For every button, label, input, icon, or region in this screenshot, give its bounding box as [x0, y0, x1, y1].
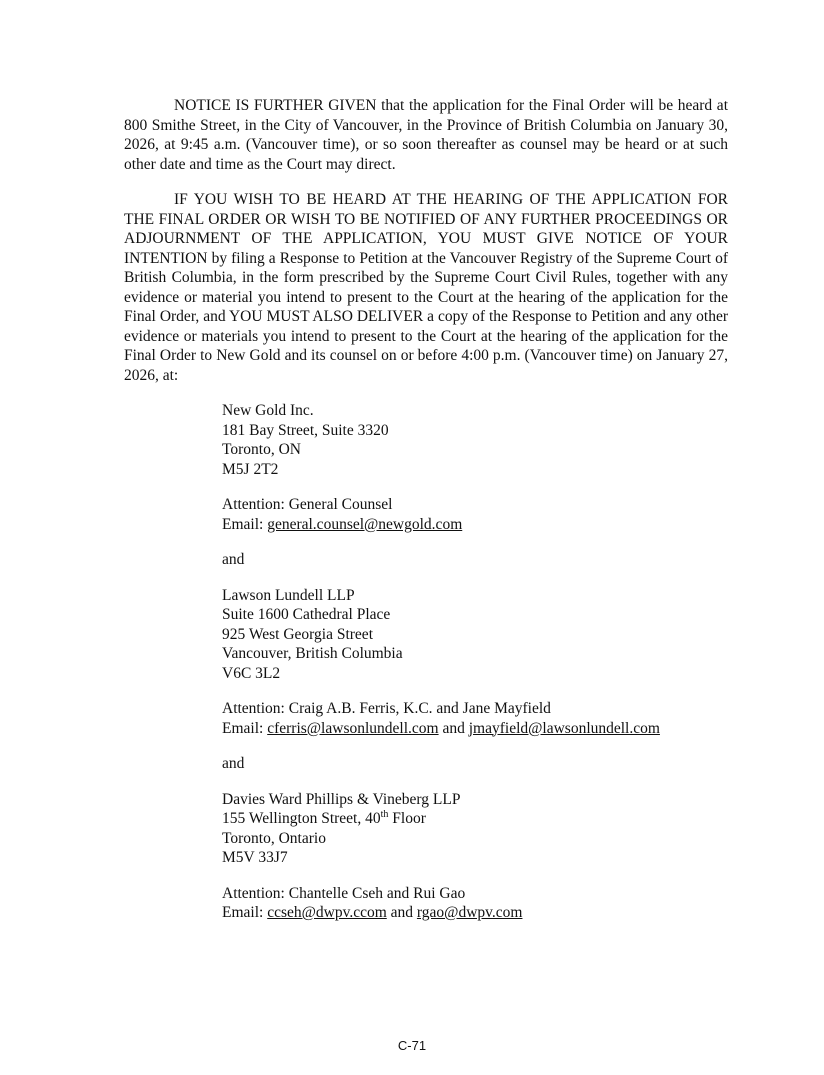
- newgold-address-block: [222, 401, 728, 479]
- lawson-postal: V6C 3L2: [222, 664, 281, 682]
- email-label: Email:: [222, 904, 264, 921]
- lawson-name: Lawson Lundell LLP: [222, 586, 355, 604]
- davies-street: [222, 809, 728, 829]
- davies-address-block: [222, 790, 728, 868]
- email-and-word: and: [390, 904, 414, 921]
- lawson-email-link-ferris[interactable]: cferris@lawsonlundell.com: [267, 719, 439, 737]
- davies-email-link-gao[interactable]: rgao@dwpv.com: [416, 904, 523, 921]
- document-body: [124, 96, 728, 939]
- email-and-word: and: [442, 719, 465, 737]
- lawson-email-link-mayfield[interactable]: jmayfield@lawsonlundell.com: [468, 719, 660, 737]
- newgold-email-line: [222, 515, 728, 535]
- notice-paragraph: NOTICE IS FURTHER GIVEN that the application for the Final Order will be heard at 800 Smithe Street, in the City of Vancouver, in the Province of British Columbia on January 30, 2026, at 9:45 a.m. (Vancouver time), or so soon thereafter as counsel may be heard or at such other date and time as the Court may direct.: [124, 97, 728, 173]
- lawson-city: Vancouver, British Columbia: [222, 645, 403, 662]
- lawson-suite: Suite 1600 Cathedral Place: [222, 606, 391, 623]
- and-separator-1: and: [222, 551, 245, 568]
- davies-attention: Attention: Chantelle Cseh and Rui Gao: [222, 884, 466, 902]
- email-label: Email:: [222, 719, 264, 737]
- lawson-attention: Attention: Craig A.B. Ferris, K.C. and Jane Mayfield: [222, 700, 551, 717]
- davies-city: Toronto, Ontario: [222, 829, 326, 847]
- newgold-attention: Attention: General Counsel: [222, 496, 393, 513]
- newgold-email-link[interactable]: general.counsel@newgold.com: [267, 515, 463, 533]
- davies-street-floor: Floor: [388, 810, 426, 827]
- davies-contact-block: [222, 884, 728, 923]
- newgold-contact-block: [222, 495, 728, 534]
- newgold-postal: M5J 2T2: [222, 460, 279, 478]
- lawson-address-block: [222, 586, 728, 684]
- and-separator-2: and: [222, 755, 245, 772]
- page-number: C-71: [397, 1038, 427, 1053]
- newgold-street: 181 Bay Street, Suite 3320: [222, 421, 389, 439]
- davies-postal: M5V 33J7: [222, 849, 288, 866]
- davies-email-link-cseh[interactable]: ccseh@dwpv.ccom: [267, 904, 387, 921]
- davies-street-text: 155 Wellington Street, 40: [222, 810, 381, 827]
- davies-email-line: [222, 903, 728, 923]
- newgold-name: New Gold Inc.: [222, 402, 314, 419]
- response-instructions-paragraph: IF YOU WISH TO BE HEARD AT THE HEARING OF THE APPLICATION FOR THE FINAL ORDER OR WISH TO BE NOTIFIED OF ANY FURTHER PROCEEDINGS OR ADJOURNMENT OF THE APPLICATION, YOU MUST GIVE NOTICE OF YOUR INTENTION by filing a Response to Petition at the Vancouver Registry of the Supreme Court of British Columbia, in the form prescribed by the Supreme Court Civil Rules, together with any evidence or material you intend to present to the Court at the hearing of the application for the Final Order, and YOU MUST ALSO DELIVER a copy of the Response to Petition and any other evidence or materials you intend to present to the Court at the hearing of the application for the Final Order to New Gold and its counsel on or before 4:00 p.m. (Vancouver time) on January 27, 2026, at:: [124, 191, 728, 384]
- davies-name: Davies Ward Phillips & Vineberg LLP: [222, 790, 461, 808]
- email-label: Email:: [222, 515, 264, 533]
- newgold-city: Toronto, ON: [222, 441, 301, 458]
- lawson-street: 925 West Georgia Street: [222, 625, 373, 643]
- lawson-contact-block: [222, 699, 728, 738]
- davies-street-ordinal: th: [380, 808, 389, 820]
- lawson-email-line: [222, 719, 728, 739]
